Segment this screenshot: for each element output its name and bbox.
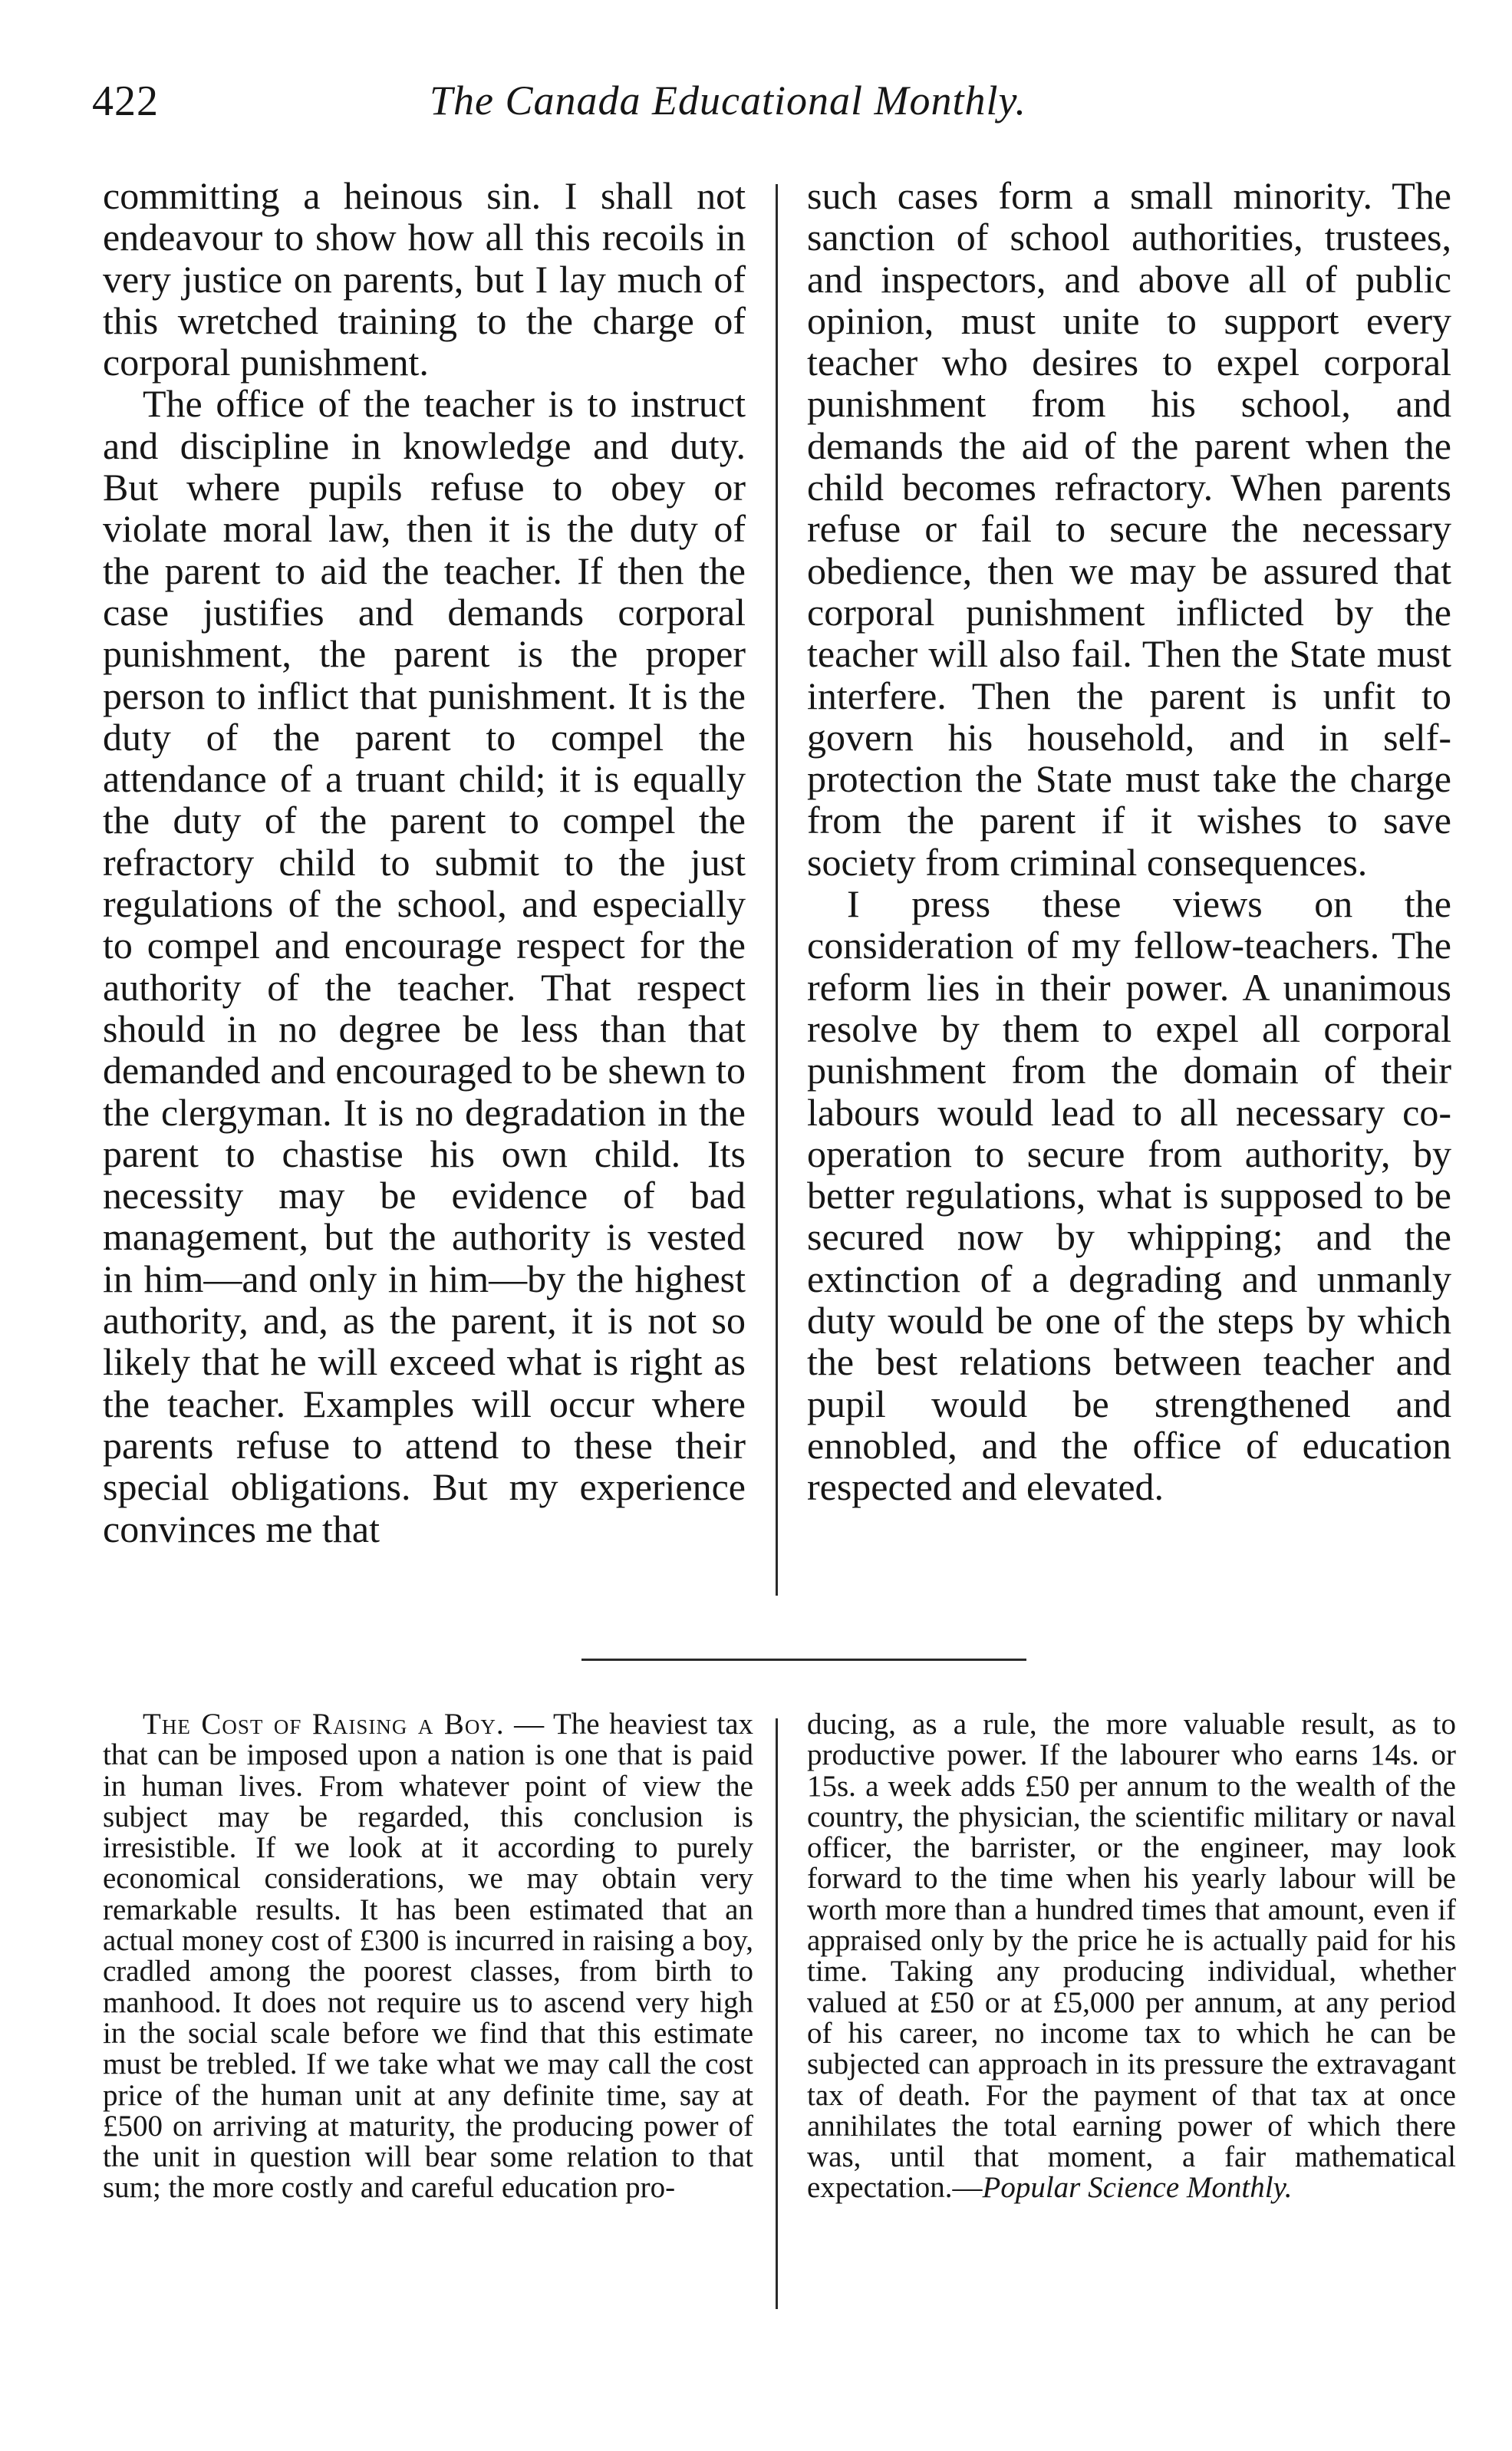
article-column-right [807,175,1451,1508]
article-paragraph: I press these views on the consideration of my fellow-teachers. The reform lies in their power. A unanimous resolve by them to expel all corporal punishment from the domain of their labours would lead to all necessary co-operation to secure from authority, by better regulations, what is supposed to be secured now by whipping; and the extinction of a degrading and unmanly duty would be one of the steps by which the best relations between teacher and pupil would be strengthened and ennobled, and the office of education respected and elevated. [807,882,1451,1509]
section-rule [581,1659,1026,1661]
page-number: 422 [92,77,159,125]
extract-source: Popular Science Monthly. [982,2171,1293,2205]
extract-text: — The heaviest tax that can be imposed upon a nation is one that is paid in human lives. From whatever point of view the subject may be regarded, this conclusion is irresistible. If we look at it according to purely economical considerations, we may obtain very remarkable results. It has been estimated that an actual money cost of £300 is incurred in raising a boy, cradled among the poorest classes, from birth to manhood. It does not require us to ascend very high in the social scale before we find that this estimate must be trebled. If we take what we may call the cost price of the human unit at any definite time, say at £500 on arriving at maturity, the producing power of the unit in question will bear some relation to that sum; the more costly and careful education pro- [103,1708,753,2205]
article-column-left [103,175,746,1550]
column-rule [776,184,778,1596]
extract-column-left [103,1709,753,2204]
extract-heading: The Cost of Raising a Boy. [143,1708,505,1741]
article-paragraph: such cases form a small minority. The sanction of school authorities, trustees, and inspectors, and above all of public opinion, must unite to support every teacher who desires to expel corporal punishment from his school, and demands the aid of the parent when the child becomes refractory. When parents refuse or fail to secure the necessary obedience, then we may be assured that corporal punishment inflicted by the teacher will also fail. Then the State must interfere. Then the parent is unfit to govern his household, and in self-protection the State must take the charge from the parent if it wishes to save society from criminal consequences. [807,174,1451,884]
extract-column-right [807,1709,1456,2204]
article-paragraph: The office of the teacher is to instruct and discipline in knowledge and duty. But where pupils refuse to obey or violate moral law, then it is the duty of the parent to aid the teacher. If then the case justifies and demands corporal punishment, the parent is the proper person to inflict that punishment. It is the duty of the parent to compel the attendance of a truant child; it is equally the duty of the parent to compel the refractory child to submit to the just regulations of the school, and especially to compel and encourage respect for the authority of the teacher. That respect should in no degree be less than that demanded and encouraged to be shewn to the clergyman. It is no degradation in the parent to chastise his own child. Its necessity may be evidence of bad management, but the authority is vested in him—and only in him—by the highest authority, and, as the parent, it is not so likely that he will exceed what is right as the teacher. Examples will occur where parents refuse to attend to these their special obligations. But my experience convinces me that [103,382,746,1550]
extract-paragraph [103,1709,753,2204]
extract-text: ducing, as a rule, the more valuable result, as to productive power. If the labourer who earns 14s. or 15s. a week adds £50 per annum to the wealth of the country, the physician, the scientific military or naval officer, the barrister, or the engineer, may look forward to the time when his yearly labour will be worth more than a hundred times that amount, even if appraised only by the price he is actually paid for his time. Taking any producing individual, whether valued at £50 or at £5,000 per annum, at any period of his career, no income tax to which he can be subjected can approach in its pressure the extravagant tax of death. For the payment of that tax at once annihilates the total earning power of which there was, until that moment, a fair mathematical expectation.— [807,1708,1456,2205]
article-paragraph: committing a heinous sin. I shall not endeavour to show how all this recoils in very justice on parents, but I lay much of this wretched training to the charge of corporal punishment. [103,174,746,384]
running-header [92,77,1106,138]
extract-paragraph [807,1709,1456,2204]
running-title: The Canada Educational Monthly. [430,77,1026,124]
column-rule [776,1718,778,2309]
